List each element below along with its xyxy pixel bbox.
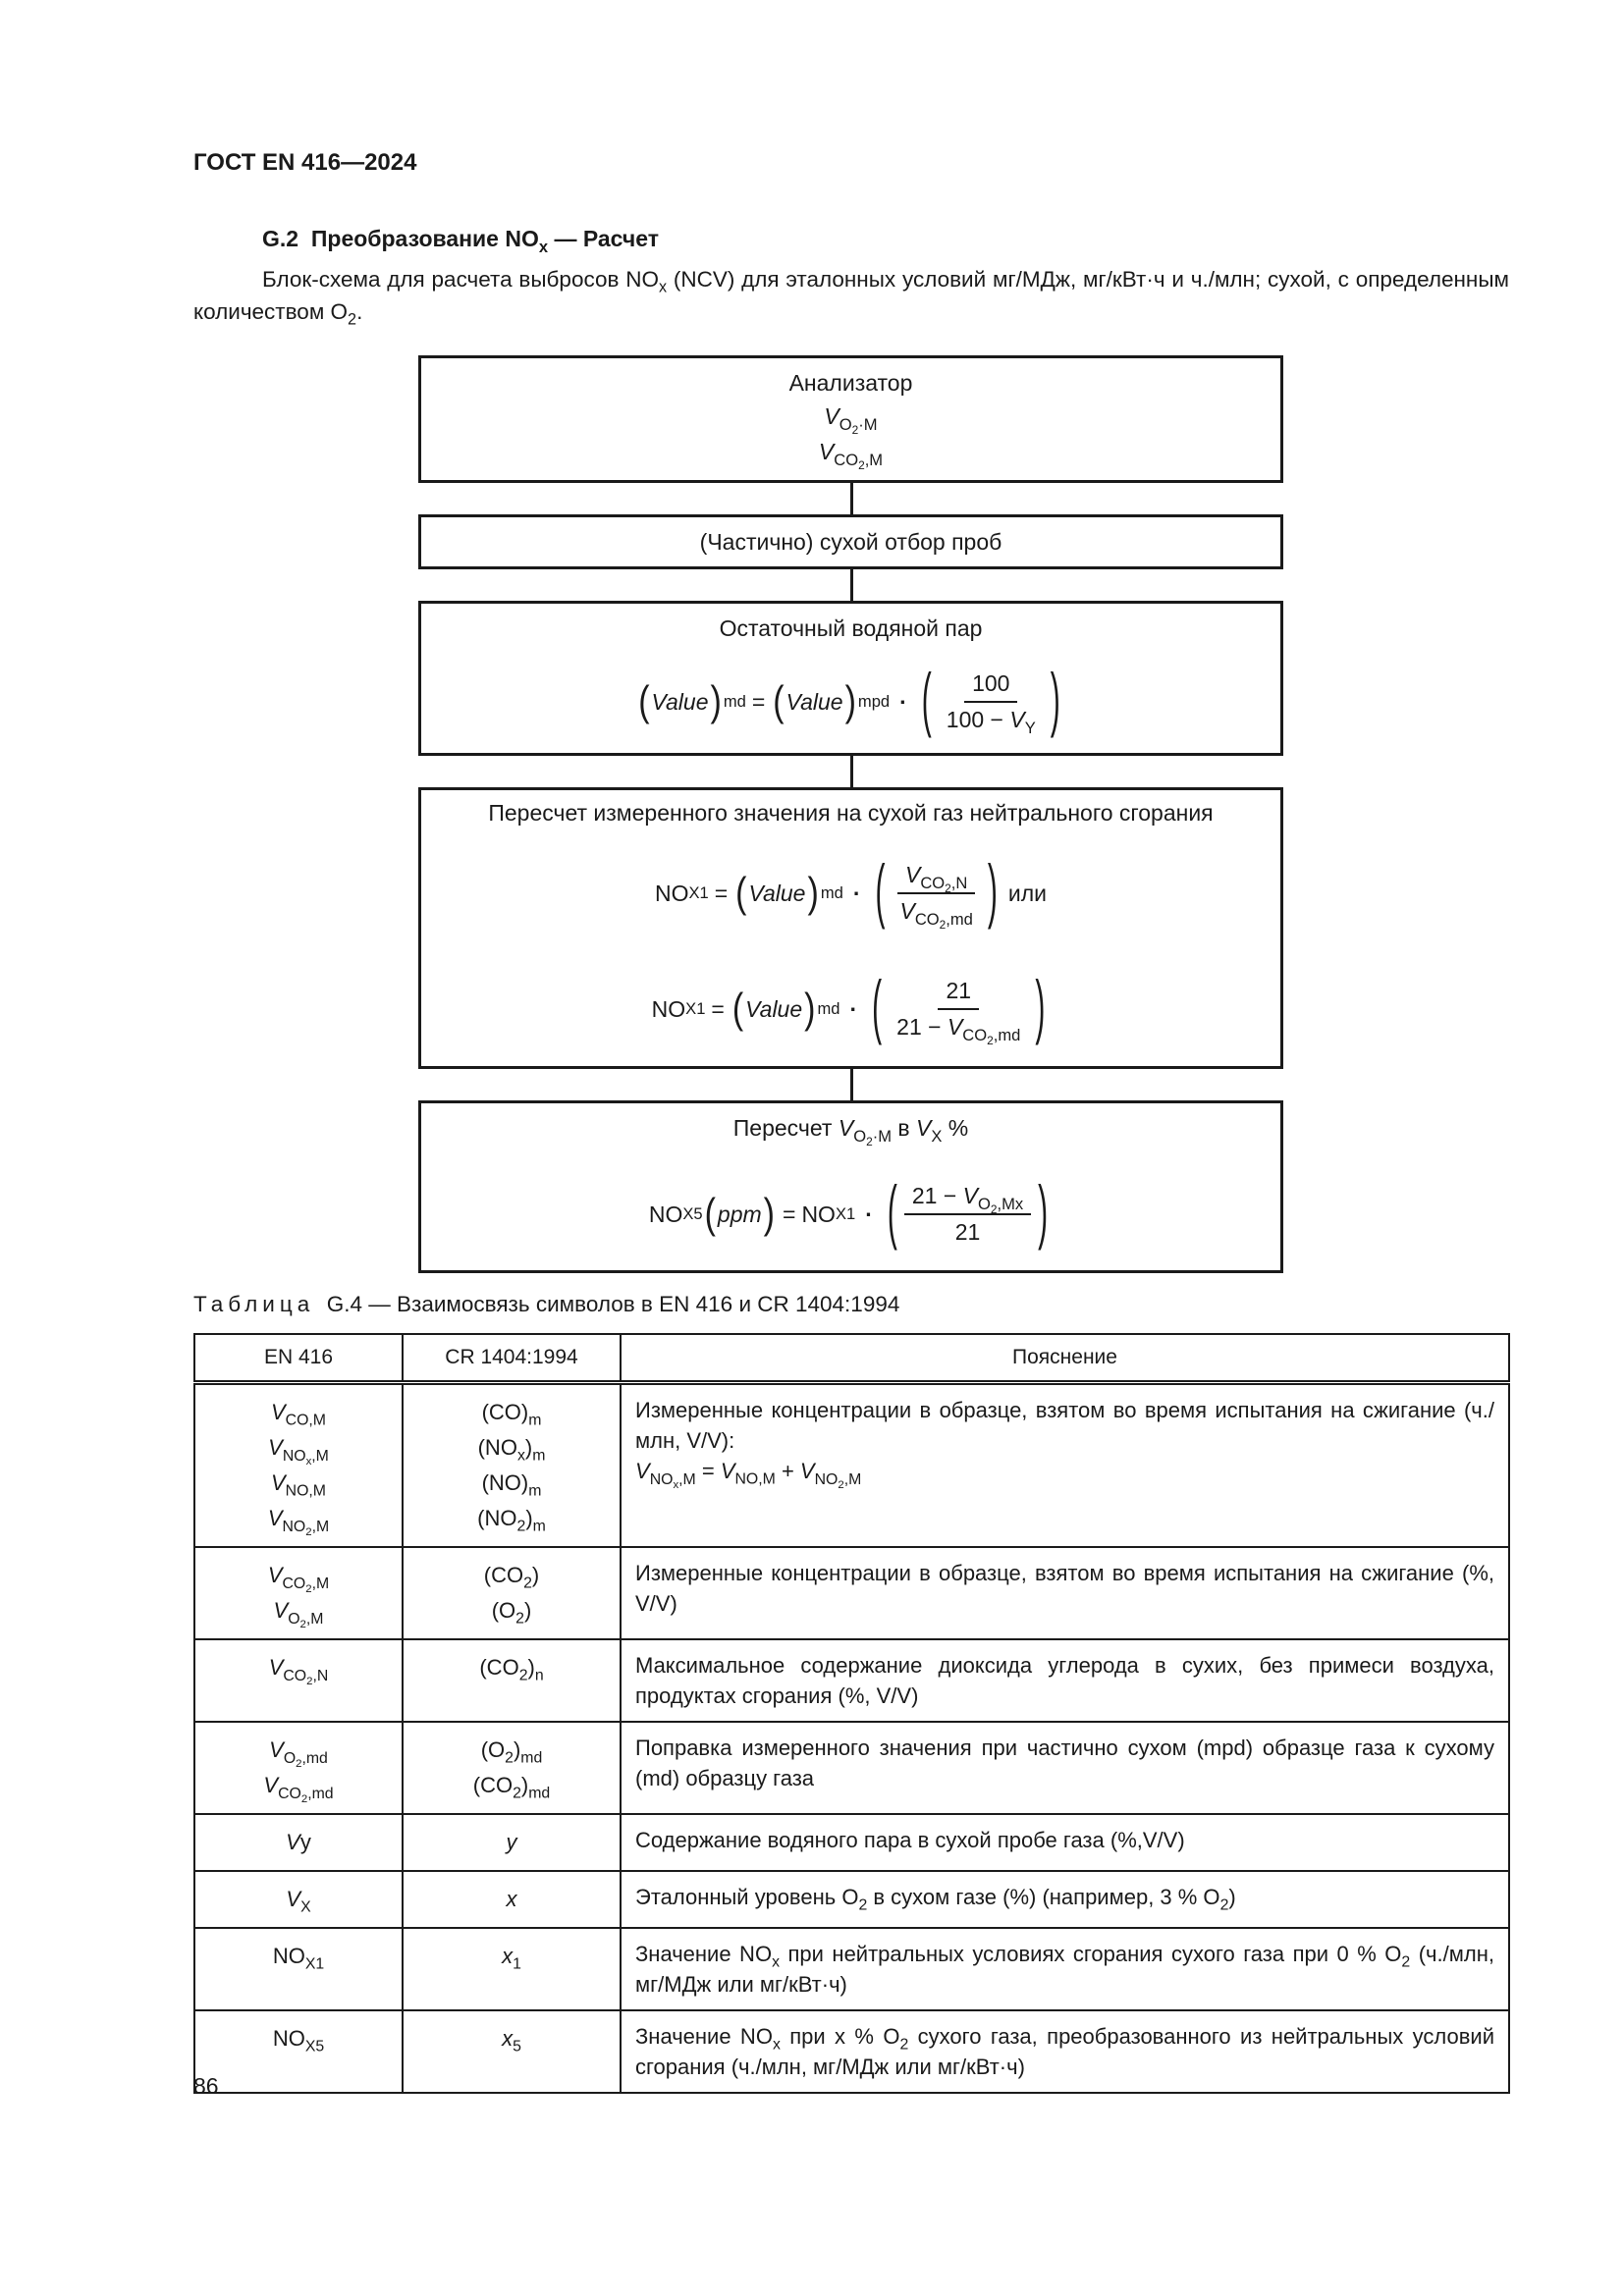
column-header: Пояснение [621,1334,1509,1383]
formula-nox1-21: NO X1 = ( Value ) md · ( $\frac{21}{21 - V_{CO_2,md}}$ ) [651,969,1046,1047]
table-row [194,1871,1509,1928]
column-header: CR 1404:1994 [403,1334,621,1383]
section-number: G.2 [262,226,299,251]
analyzer-box [418,355,1283,483]
en416-cell: $V_{O_2,md}$ $V_{CO_2,md}$ [194,1722,403,1814]
en416-cell: $V_{CO,M}$ $V_{NO_x,M}$ $V_{NO,M}$ $V_{NO_2,M}$ [194,1383,403,1548]
water-vapour-box [418,601,1283,756]
explanation-cell: Максимальное содержание диоксида углерода в сухих, без примеси воздуха, продуктах сгорания (%, V/V) [621,1639,1509,1722]
table-row [194,1722,1509,1814]
en416-cell: $V_{CO_2,N}$ [194,1639,403,1722]
explanation-cell: Поправка измеренного значения при частично сухом (mpd) образце газа к сухому (md) образцу газа [621,1722,1509,1814]
formula-nox1-co2: NO X1 = ( Value ) md · ( $\frac{V_{CO_2,N}}{V_{CO_2,md}}$ ) или [654,853,1047,932]
cr1404-cell: $(CO)_m$ $(NO_x)_m$ $(NO)_m$ $(NO_2)_m$ [403,1383,621,1548]
cr1404-cell: $(CO_2)_n$ [403,1639,621,1722]
explanation-cell: Значение $NO_x$ при нейтральных условиях сгорания сухого газа при 0 % $O_2$ (ч./млн, мг/МДж или мг/кВт·ч) [621,1928,1509,2010]
connector-line [850,756,853,787]
formula-nox5: NO X5 ( ppm ) = NO X1 · ( $\frac{21 - V_{O_2,Mx}}{21}$ ) [648,1174,1049,1253]
explanation-cell: Значение $NO_x$ при x % $O_2$ сухого газа, преобразованного из нейтральных условий сгорания (ч./млн, мг/МДж или мг/кВт·ч) [621,2010,1509,2093]
symbols-table [193,1333,1510,2094]
section-title: Преобразование $NO_x$ — Расчет [310,226,659,256]
standard-id: ГОСТ EN 416—2024 [193,149,417,176]
connector-line [850,483,853,514]
water-vapour-title: Остаточный водяной пар [719,615,983,641]
cr1404-cell: x [403,1871,621,1928]
recalculation-title: Пересчет $V_{O_2\cdot M}$ в $V_X$ % [732,1115,969,1148]
table-row [194,1814,1509,1871]
dry-sampling-box [418,514,1283,569]
cr1404-cell: $(O_2)_{md}$ $(CO_2)_{md}$ [403,1722,621,1814]
table-header-row [194,1334,1509,1383]
table-caption: Таблица G.4 — Взаимосвязь символов в EN 416 и CR 1404:1994 [193,1292,900,1316]
table-row [194,2010,1509,2093]
table-row [194,1639,1509,1722]
table-row [194,1928,1509,2010]
analyzer-co2-symbol: $V_{CO_2,M}$ [818,439,884,472]
analyzer-title: Анализатор [788,370,913,396]
column-header: EN 416 [194,1334,403,1383]
page-number: 86 [193,2073,219,2099]
explanation-cell: Измеренные концентрации в образце, взятом во время испытания на сжигание (ч./млн, V/V): $V_{NO_x,M} = V_{NO,M} + V_{NO_2,M}$ [621,1383,1509,1548]
table-row [194,1547,1509,1639]
table-row [194,1383,1509,1548]
intro-paragraph: Блок-схема для расчета выбросов $NO_x$ (NCV) для эталонных условий мг/МДж, мг/кВт·ч и ч./млн; сухой, с определенным количеством $O_2$. [193,267,1509,329]
neutral-combustion-title: Пересчет измеренного значения на сухой газ нейтрального сгорания [488,800,1214,826]
dry-sampling-title: (Частично) сухой отбор проб [699,529,1002,555]
en416-cell: Vy [194,1814,403,1871]
en416-cell: $V_{CO_2,M}$ $V_{O_2,M}$ [194,1547,403,1639]
cr1404-cell: y [403,1814,621,1871]
nox-sum-formula: $V_{NO_x,M} = V_{NO,M} + V_{NO_2,M}$ [635,1459,862,1491]
cr1404-cell: $x_5$ [403,2010,621,2093]
explanation-cell: Измеренные концентрации в образце, взятом во время испытания на сжигание (%, V/V) [621,1547,1509,1639]
neutral-combustion-box [418,787,1283,1069]
section-heading [262,226,659,256]
analyzer-o2-symbol: $V_{O_2\cdot M}$ [824,403,878,437]
cr1404-cell: $(CO_2)$ $(O_2)$ [403,1547,621,1639]
cr1404-cell: $x_1$ [403,1928,621,2010]
explanation-cell: Содержание водяного пара в сухой пробе газа (%,V/V) [621,1814,1509,1871]
explanation-cell: Эталонный уровень $O_2$ в сухом газе (%) (например, 3 % $O_2$) [621,1871,1509,1928]
en416-cell: $V_X$ [194,1871,403,1928]
en416-cell: $NO_{X1}$ [194,1928,403,2010]
connector-line [850,1069,853,1100]
en416-cell: $NO_{X5}$ [194,2010,403,2093]
or-label: или [1007,880,1047,906]
connector-line [850,569,853,601]
recalculation-box [418,1100,1283,1273]
formula-value-md: ( Value ) md = ( Value ) mpd · ( $\frac{100}{100 - V_Y}$ ) [638,662,1060,740]
